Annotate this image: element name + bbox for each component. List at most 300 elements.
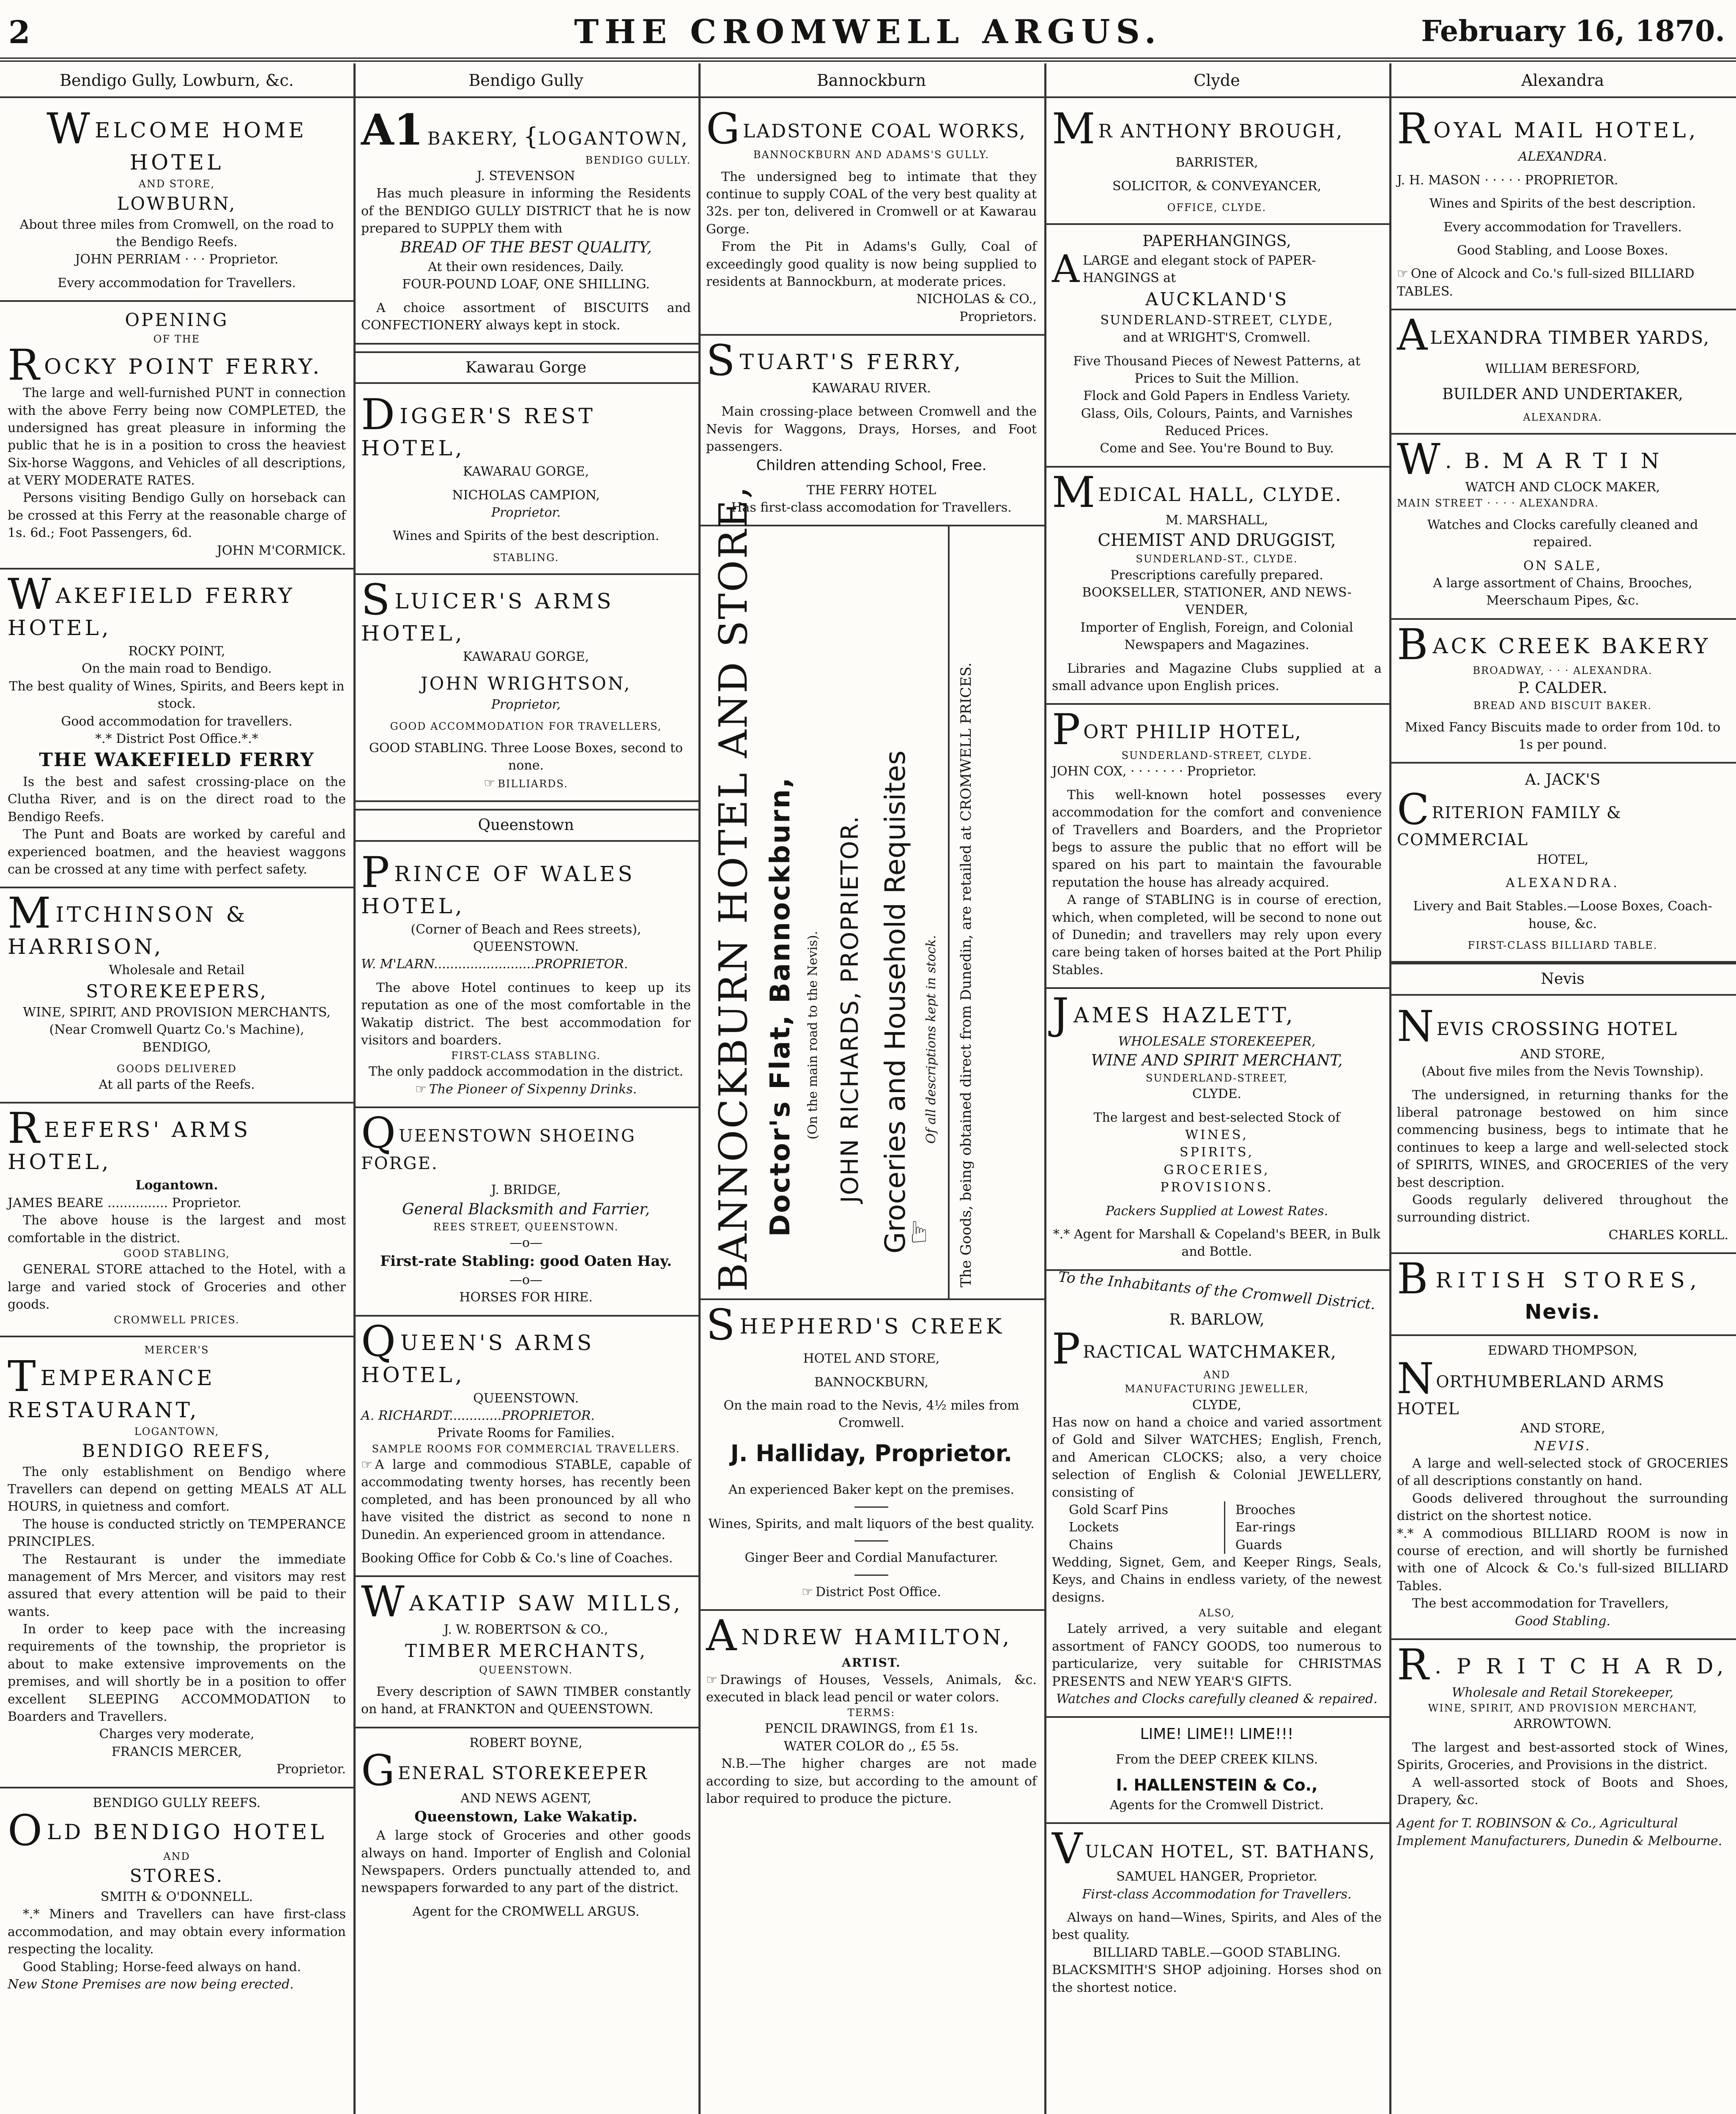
ad-subtitle: Logantown. xyxy=(135,1178,218,1193)
ad-title: EDICAL HALL, CLYDE. xyxy=(1098,484,1342,506)
ad-lime-hallenstein xyxy=(1044,1718,1389,1824)
drop-cap: A xyxy=(1397,310,1429,360)
ad-subtitle: KAWARAU RIVER. xyxy=(812,381,931,396)
ad-line: Agent for the CROMWELL ARGUS. xyxy=(412,1904,640,1919)
ad-name: J. STEVENSON xyxy=(476,168,575,183)
ad-line: and at WRIGHT'S, Cromwell. xyxy=(1123,330,1311,345)
ad-subtitle: AND xyxy=(1203,1369,1230,1381)
ad-title: OYAL MAIL HOTEL, xyxy=(1433,118,1699,143)
ad-paragraph: Every description of SAWN TIMBER constantly on hand, at FRANKTON and QUEENSTOWN. xyxy=(361,1684,691,1717)
ad-line: Agents for the Cromwell District. xyxy=(1109,1797,1324,1813)
list-item: Chains xyxy=(1069,1537,1113,1553)
drop-cap: R xyxy=(8,340,43,390)
ad-w-b-martin xyxy=(1389,435,1736,619)
ad-line: ALSO, xyxy=(1199,1607,1235,1619)
ad-place: BENDIGO REEFS, xyxy=(82,1440,272,1461)
list-item: Gold Scarf Pins xyxy=(1069,1502,1169,1517)
drop-cap: R xyxy=(1397,1640,1433,1690)
ad-paragraph: Persons visiting Bendigo Gully on horseback can be crossed at this Ferry at the reasonable charge of 1s. 6d.; Foot Passengers, 6d. xyxy=(8,490,346,541)
issue-date: February 16, 1870. xyxy=(1421,14,1725,48)
ad-title: UEEN'S ARMS HOTEL, xyxy=(361,1330,594,1387)
list-item: Lockets xyxy=(1069,1520,1119,1535)
ad-paragraph: Libraries and Magazine Clubs supplied at a small advance upon English prices. xyxy=(1052,661,1382,693)
drop-cap: G xyxy=(706,104,741,154)
ad-subtitle: SAMUEL HANGER, Proprietor. xyxy=(1116,1869,1317,1884)
ad-subtitle: LOGANTOWN, xyxy=(538,128,689,149)
drop-cap: M xyxy=(1052,467,1097,517)
ad-paragraph: Good Stabling; Horse-feed always on hand. xyxy=(23,1959,301,1974)
ad-proprietor: A. RICHARDT.............PROPRIETOR. xyxy=(361,1408,595,1424)
column-heading: Clyde xyxy=(1044,63,1389,98)
ad-signature: Proprietors. xyxy=(959,309,1037,324)
ad-line: ALEXANDRA. xyxy=(1506,875,1620,890)
ad-title: EVIS CROSSING HOTEL xyxy=(1436,1018,1678,1039)
ad-paragraph: The Punt and Boats are worked by careful and experienced boatmen, and the heaviest waggons can be crossed at any time with perfect safety. xyxy=(8,827,346,877)
ad-line: TIMBER MERCHANTS, xyxy=(405,1640,647,1661)
ad-wakefield-ferry-hotel xyxy=(0,570,353,888)
ad-subtitle: BROADWAY, · · · ALEXANDRA. xyxy=(1473,664,1653,676)
ad-name: P. CALDER. xyxy=(1518,679,1607,697)
ad-paragraph: *.* Miners and Travellers can have first-class accommodation, and may obtain every information respecting the locality. xyxy=(8,1907,346,1957)
column-alexandra xyxy=(1389,63,1736,2114)
ad-shepherds-creek-hotel xyxy=(698,1300,1044,1611)
ad-line: GOOD STABLING, xyxy=(123,1248,230,1260)
ad-title: . B. M A R T I N xyxy=(1445,449,1662,474)
ad-heading: BENDIGO GULLY REEFS. xyxy=(93,1795,261,1810)
ad-title: ELCOME HOME HOTEL xyxy=(94,118,307,175)
ad-paragraph: A choice assortment of BISCUITS and CONFECTIONERY always kept in stock. xyxy=(361,300,691,333)
ad-subtitle: AND STORE, xyxy=(138,178,215,190)
ad-line: First-class Accommodation for Travellers. xyxy=(1082,1887,1352,1902)
list-item: Ear-rings xyxy=(1235,1520,1296,1535)
ad-line: The largest and best-selected Stock of xyxy=(1093,1110,1340,1125)
column-bendigo-gully xyxy=(353,63,698,2114)
ad-paragraph: The above house is the largest and most comfortable in the district. xyxy=(8,1213,346,1246)
ad-paragraph: From the Pit in Adams's Gully, Coal of exceedingly good quality is now being supplied to residents at Bannockburn, at moderate prices. xyxy=(706,239,1037,289)
ad-title: RITERION FAMILY & COMMERCIAL xyxy=(1397,803,1622,849)
ad-line: ARROWTOWN. xyxy=(1514,1717,1612,1732)
ad-line: Watches and Clocks carefully cleaned & repaired. xyxy=(1056,1691,1378,1706)
ad-line: (About five miles from the Nevis Township). xyxy=(1421,1064,1704,1079)
ad-title: UEENSTOWN SHOEING FORGE. xyxy=(361,1126,636,1174)
column-clyde xyxy=(1044,63,1389,2114)
ad-line: The only paddock accommodation in the district. xyxy=(368,1064,684,1079)
ad-line: Has first-class accomodation for Travellers. xyxy=(731,500,1012,515)
ad-name: JOHN WRIGHTSON, xyxy=(420,673,632,694)
ad-line: CLYDE, xyxy=(1192,1397,1242,1413)
masthead xyxy=(0,0,1736,63)
ad-line: On the main road to Bendigo. xyxy=(82,661,272,676)
ad-title: RACTICAL WATCHMAKER, xyxy=(1083,1342,1337,1362)
ad-line: The Goods, being obtained direct from Dunedin, are retailed at CROMWELL PRICES. xyxy=(958,663,975,1288)
ad-line: STABLING. xyxy=(493,551,559,564)
ad-paragraph: BLACKSMITH'S SHOP adjoining. Horses shod on the shortest notice. xyxy=(1052,1963,1382,1995)
ad-robert-boyne-store xyxy=(353,1728,698,1929)
ad-text: About three miles from Cromwell, on the road to the Bendigo Reefs. xyxy=(19,217,334,249)
ad-line: SAMPLE ROOMS FOR COMMERCIAL TRAVELLERS. xyxy=(372,1443,680,1455)
ad-subtitle: ROCKY POINT, xyxy=(128,644,225,659)
ad-subtitle: OF THE xyxy=(153,333,200,345)
ad-title: RINCE OF WALES HOTEL, xyxy=(361,861,635,918)
ad-title: IGGER'S REST HOTEL, xyxy=(361,404,596,461)
ad-title: BANNOCKBURN HOTEL AND STORE, xyxy=(711,485,756,1292)
ad-line: FIRST-CLASS BILLIARD TABLE. xyxy=(1468,939,1658,952)
ad-line: Every accommodation for Travellers. xyxy=(1443,219,1682,235)
ad-line: STOREKEEPERS, xyxy=(86,980,268,1002)
ad-proprietor: Proprietor. xyxy=(491,505,561,520)
ad-line: GOOD ACCOMMODATION FOR TRAVELLERS, xyxy=(390,720,662,732)
ad-northumberland-arms-hotel xyxy=(1389,1336,1736,1640)
ad-place: QUEENSTOWN. xyxy=(473,939,579,955)
columns xyxy=(0,63,1736,2114)
ad-line: Doctor's Flat, Bannockburn, xyxy=(765,776,796,1237)
ad-title: HEPHERD'S CREEK xyxy=(739,1314,1005,1339)
drop-cap: M xyxy=(1052,104,1097,154)
ad-line: BANNOCKBURN, xyxy=(814,1375,928,1390)
ad-line: Children attending School, Free. xyxy=(756,457,987,474)
column-heading: Alexandra xyxy=(1389,63,1736,98)
ad-line: ON SALE, xyxy=(1523,558,1602,573)
ad-line: PROVISIONS. xyxy=(1160,1180,1273,1195)
ad-line: SOLICITOR, & CONVEYANCER, xyxy=(1112,178,1321,194)
ad-line: Good accommodation for travellers. xyxy=(61,714,293,729)
ad-subtitle: BANNOCKBURN AND ADAMS'S GULLY. xyxy=(753,149,990,161)
ad-signature: Proprietor. xyxy=(276,1762,346,1777)
ad-line: General Blacksmith and Farrier, xyxy=(402,1200,650,1218)
ad-line: Wines and Spirits of the best description. xyxy=(1429,196,1696,211)
ad-title: EMPERANCE RESTAURANT, xyxy=(8,1365,215,1422)
ad-paragraph: New Stone Premises are now being erected. xyxy=(8,1977,294,1992)
drop-cap: M xyxy=(8,888,54,938)
ad-reefers-arms-hotel xyxy=(0,1104,353,1337)
ad-subtitle: AND xyxy=(163,1851,190,1862)
ad-line: HOTEL AND STORE, xyxy=(803,1351,940,1366)
drop-cap: V xyxy=(1052,1824,1084,1874)
section-heading: Nevis xyxy=(1389,963,1736,996)
column-heading: Bendigo Gully, Lowburn, &c. xyxy=(0,63,353,98)
ad-line: At their own residences, Daily. xyxy=(428,260,624,275)
ad-alexandra-timber-yards xyxy=(1389,310,1736,435)
drop-cap: P xyxy=(361,847,393,897)
ad-queenstown-shoeing-forge xyxy=(353,1108,698,1316)
divider xyxy=(948,526,950,1300)
ad-paragraph: Has much pleasure in informing the Residents of the BENDIGO GULLY DISTRICT that he is now prepared to SUPPLY them with xyxy=(361,186,691,236)
ad-line: Prescriptions carefully prepared. xyxy=(1110,567,1323,583)
ad-text: Every accommodation for Travellers. xyxy=(58,275,296,290)
ad-subtitle: ARTIST. xyxy=(842,1655,901,1670)
ad-subtitle: KAWARAU GORGE, xyxy=(463,649,589,664)
ad-signature: NICHOLAS & CO., xyxy=(916,292,1037,307)
ad-medical-hall xyxy=(1044,468,1389,705)
ad-subtitle: AND STORE, xyxy=(1520,1421,1605,1436)
ad-proprietor: J. H. MASON · · · · · PROPRIETOR. xyxy=(1397,173,1618,188)
drop-cap: N xyxy=(1397,1353,1435,1403)
drop-cap: O xyxy=(8,1806,45,1855)
ad-paragraph: The undersigned, in returning thanks for the liberal patronage bestowed on him since commencing business, begs to intimate that he continues to keep a large and well-selected stock of SPIRITS, WINES, and GROCERIES of the very best description. xyxy=(1397,1087,1728,1190)
ad-name: R. BARLOW, xyxy=(1169,1311,1265,1328)
ad-paragraph: A large stock of Groceries and other goods always on hand. Importer of English and Colonial Newspapers. Orders punctually attended to, and newspapers forwarded to any part of the district. xyxy=(361,1828,691,1896)
ad-signature: JOHN M'CORMICK. xyxy=(216,543,346,558)
drop-cap: A xyxy=(1052,247,1079,291)
ad-title: ITCHINSON & HARRISON, xyxy=(8,902,248,959)
ad-line: Good Stabling. xyxy=(1515,1613,1610,1629)
list-item: Guards xyxy=(1235,1537,1282,1553)
ad-british-stores xyxy=(1389,1254,1736,1336)
ad-line: An experienced Baker kept on the premises. xyxy=(728,1482,1014,1498)
ad-paragraph: The best accommodation for Travellers, xyxy=(1412,1596,1669,1611)
ad-subtitle: BENDIGO GULLY. xyxy=(585,154,691,166)
ad-back-creek-bakery xyxy=(1389,620,1736,764)
ad-james-hazlett xyxy=(1044,989,1389,1271)
ad-line: ALEXANDRA. xyxy=(1523,411,1602,424)
ad-line: BARRISTER, xyxy=(1175,155,1258,170)
ad-line: Groceries and Household Requisites xyxy=(879,750,912,1254)
ad-subtitle: Nevis. xyxy=(1525,1300,1601,1324)
ad-line: SUNDERLAND-STREET, CLYDE, xyxy=(1100,312,1333,328)
ad-title: BAKERY, xyxy=(427,128,519,149)
ad-proprietor: J. Halliday, Proprietor. xyxy=(730,1440,1013,1467)
ad-paragraph: Wedding, Signet, Gem, and Keeper Rings, Seals, Keys, and Chains in endless variety, of the newest designs. xyxy=(1052,1555,1382,1605)
ad-paragraph: Livery and Bait Stables.—Loose Boxes, Coach-house, &c. xyxy=(1413,899,1712,931)
drop-cap: D xyxy=(361,390,398,440)
ad-line: HORSES FOR HIRE. xyxy=(459,1290,593,1305)
drop-cap: S xyxy=(706,336,738,386)
newspaper-title: THE CROMWELL ARGUS. xyxy=(574,13,1162,51)
ad-title: LARGE and elegant stock of PAPER-HANGINGS at xyxy=(1083,253,1316,286)
ad-proprietor: W. M'LARN.........................PROPRIETOR. xyxy=(361,957,628,972)
ad-line: BREAD OF THE BEST QUALITY, xyxy=(400,239,652,257)
ad-title: LUICER'S ARMS HOTEL, xyxy=(361,589,614,646)
ad-line: AUCKLAND'S xyxy=(1145,288,1289,309)
ad-paragraph: *.* A commodious BILLIARD ROOM is now in course of erection, and will shortly be furnished with one of Alcock & Co.'s full-sized BILLIARD Tables. xyxy=(1397,1526,1728,1594)
ad-line: From the DEEP CREEK KILNS. xyxy=(1115,1752,1318,1767)
ad-title: RITISH STORES, xyxy=(1435,1268,1703,1293)
ad-heading: PAPERHANGINGS, xyxy=(1142,233,1291,250)
ad-sluicers-arms-hotel xyxy=(353,575,698,802)
ad-heading: A. JACK'S xyxy=(1525,771,1601,789)
ad-paragraph: A large assortment of Chains, Brooches, Meerschaum Pipes, &c. xyxy=(1433,576,1692,608)
ad-name: J. BRIDGE, xyxy=(491,1183,561,1198)
ad-paragraph: Has now on hand a choice and varied assortment of Gold and Silver WATCHES; English, French, and American CLOCKS; also, a very choice selection of English & Colonial JEWELLERY, consisting of xyxy=(1052,1415,1382,1500)
ad-title: ULCAN HOTEL, ST. BATHANS, xyxy=(1085,1842,1376,1862)
ad-subtitle: QUEENSTOWN. xyxy=(473,1391,579,1406)
ad-line: At all parts of the Reefs. xyxy=(99,1077,255,1093)
ad-line: CROMWELL PRICES. xyxy=(114,1314,240,1326)
ad-line: WATCH AND CLOCK MAKER, xyxy=(1465,480,1660,495)
ad-title: . P R I T C H A R D, xyxy=(1435,1654,1728,1679)
jewellery-list xyxy=(1052,1501,1382,1554)
drop-cap: R xyxy=(8,1104,43,1153)
ad-heading: EDWARD THOMPSON, xyxy=(1488,1343,1637,1358)
section-heading: Kawarau Gorge xyxy=(353,351,698,384)
pointing-hand-icon: ☞ xyxy=(901,1219,936,1245)
ad-line: PENCIL DRAWINGS, from £1 1s. xyxy=(764,1721,978,1736)
ad-vulcan-hotel xyxy=(1044,1824,1389,2005)
ad-line: JOHN RICHARDS, PROPRIETOR. xyxy=(836,815,864,1203)
ad-name: NICHOLAS CAMPION, xyxy=(452,487,600,503)
ad-line: STORES. xyxy=(129,1865,224,1887)
drop-cap: Q xyxy=(361,1316,399,1366)
ad-title: AMES HAZLETT, xyxy=(1073,1003,1296,1028)
ad-line: SUNDERLAND-STREET, xyxy=(1145,1072,1288,1084)
ad-subtitle: LOGANTOWN, xyxy=(134,1425,219,1438)
ad-line: *.* District Post Office.*.* xyxy=(95,731,258,746)
ad-prince-of-wales-hotel xyxy=(353,848,698,1109)
ad-line: REES STREET, QUEENSTOWN. xyxy=(433,1221,619,1233)
drop-cap: A1 xyxy=(361,105,424,155)
ad-paragraph: The undersigned beg to intimate that they continue to supply COAL of the very best quality at 32s. per ton, delivered in Cromwell or at Kawarau Gorge. xyxy=(706,169,1037,237)
ad-paragraph: *.* Agent for Marshall & Copeland's BEER, in Bulk and Bottle. xyxy=(1053,1227,1381,1260)
ad-line: The best quality of Wines, Spirits, and Beers kept in stock. xyxy=(9,679,345,712)
pointing-hand-icon: ☞ xyxy=(484,775,496,791)
ad-line: SMITH & O'DONNELL. xyxy=(100,1889,253,1905)
ad-line: SUNDERLAND-ST., CLYDE. xyxy=(1136,553,1298,565)
drop-cap: N xyxy=(1397,1001,1435,1051)
ad-title: ACK CREEK BAKERY xyxy=(1432,633,1711,658)
ad-paragraph: The above Hotel continues to keep up its reputation as one of the most comfortable in the Wakatip district. The best accommodation for visitors and boarders. xyxy=(361,980,691,1048)
ad-paragraph: Goods delivered throughout the surrounding district on the shortest notice. xyxy=(1397,1491,1728,1524)
ad-line: FIRST-CLASS STABLING. xyxy=(451,1050,601,1062)
ad-paragraph: Importer of English, Foreign, and Colonial Newspapers and Magazines. xyxy=(1080,620,1353,653)
ad-line: MAIN STREET · · · · ALEXANDRA. xyxy=(1397,497,1599,509)
ad-signature: CHARLES KORLL. xyxy=(1608,1227,1728,1243)
ad-line: BENDIGO, xyxy=(142,1040,211,1055)
ad-line: CHEMIST AND DRUGGIST, xyxy=(1098,531,1336,550)
ad-line: Good Stabling, and Loose Boxes. xyxy=(1457,243,1668,258)
divider xyxy=(854,1540,888,1542)
ad-andrew-hamilton-artist xyxy=(698,1611,1044,1816)
ad-proprietor: JAMES BEARE ............... Proprietor. xyxy=(8,1195,241,1210)
ad-line: GROCERIES, xyxy=(1164,1162,1270,1177)
column-heading: Bannockburn xyxy=(698,63,1044,98)
drop-cap: W xyxy=(47,104,93,154)
ad-r-pritchard xyxy=(1389,1640,1736,1858)
ad-line: CLYDE. xyxy=(1192,1087,1242,1102)
ad-line: Wholesale and Retail xyxy=(109,963,245,978)
ad-line: WINE AND SPIRIT MERCHANT, xyxy=(1091,1052,1343,1070)
ad-title: TUART'S FERRY, xyxy=(739,350,964,375)
ad-paragraph: Always on hand—Wines, Spirits, and Ales of the best quality. xyxy=(1052,1910,1382,1943)
drop-cap: S xyxy=(361,575,393,624)
ad-paragraph: The Restaurant is under the immediate management of Mrs Mercer, and visitors may rest assured that every attention will be paid to their wants. xyxy=(8,1552,346,1619)
drop-cap: W xyxy=(1397,435,1443,485)
ad-line: One of Alcock and Co.'s full-sized BILLIARD TABLES. xyxy=(1397,266,1695,299)
ad-heading: OPENING xyxy=(125,309,229,331)
section-heading: Queenstown xyxy=(353,809,698,842)
ad-paragraph: Glass, Oils, Colours, Paints, and Varnishes Reduced Prices. xyxy=(1081,406,1353,439)
ad-proprietor: Proprietor, xyxy=(491,697,561,712)
ad-line: The Pioneer of Sixpenny Drinks. xyxy=(429,1082,637,1097)
ad-rocky-point-ferry xyxy=(0,302,353,570)
ad-paragraph: The largest and best-assorted stock of Wines, Spirits, Groceries, and Provisions in the district. xyxy=(1397,1740,1728,1773)
ad-paragraph: Wines and Spirits of the best description. xyxy=(392,528,660,544)
ad-paragraph: Goods regularly delivered throughout the surrounding district. xyxy=(1397,1193,1728,1225)
ad-line: (On the main road to the Nevis). xyxy=(805,931,820,1140)
ad-subtitle: ALEXANDRA. xyxy=(1518,149,1607,164)
pointing-hand-icon: ☞ xyxy=(415,1082,427,1097)
ad-line: WHOLESALE STOREKEEPER, xyxy=(1118,1034,1316,1049)
ad-line: MANUFACTURING JEWELLER, xyxy=(1125,1383,1309,1395)
drop-cap: P xyxy=(1052,705,1082,755)
ad-line: First-rate Stabling: good Oaten Hay. xyxy=(380,1253,672,1270)
ad-paragraph: Mixed Fancy Biscuits made to order from 10d. to 1s per pound. xyxy=(1405,720,1721,753)
ad-heading: LIME! LIME!! LIME!!! xyxy=(1140,1725,1294,1743)
ad-paragraph: Flock and Gold Papers in Endless Variety. xyxy=(1083,389,1350,404)
ad-paragraph: The house is conducted strictly on TEMPERANCE PRINCIPLES. xyxy=(8,1517,346,1550)
ad-name: WILLIAM BERESFORD, xyxy=(1485,361,1640,377)
ad-paragraph: A range of STABLING is in course of erection, which, when completed, will be second to none out of Dunedin; and travellers may rely upon every care being taken of horses baited at the Port Philip Stables. xyxy=(1052,893,1382,978)
drop-cap: A xyxy=(706,1610,740,1660)
ad-line: WINE, SPIRIT, AND PROVISION MERCHANTS, xyxy=(23,1005,331,1020)
ad-royal-mail-hotel xyxy=(1389,104,1736,310)
masthead-rule xyxy=(0,58,1736,62)
ad-line: BREAD AND BISCUIT BAKER. xyxy=(1473,699,1652,712)
ad-line: OFFICE, CLYDE. xyxy=(1167,202,1267,214)
ad-line: WATER COLOR do ,, £5 5s. xyxy=(783,1739,959,1754)
ad-a1-bakery xyxy=(353,104,698,344)
ad-line: Ginger Beer and Cordial Manufacturer. xyxy=(745,1550,998,1566)
ad-queens-arms-hotel xyxy=(353,1317,698,1577)
ad-r-barlow-watchmaker xyxy=(1044,1268,1389,1718)
brace-icon: { xyxy=(523,123,539,151)
ad-proprietor: JOHN COX, · · · · · · · Proprietor. xyxy=(1052,764,1257,779)
column-bannockburn xyxy=(698,63,1044,2114)
ad-paragraph: This well-known hotel possesses every accommodation for the comfort and convenience of Travellers and Boarders, and the Proprietor begs to assure the public that no effort will be spared on his part to maintain the favourable reputation the house has already acquired. xyxy=(1052,787,1382,890)
pointing-hand-icon: ☞ xyxy=(361,1457,372,1472)
ad-paragraph: Lately arrived, a very suitable and elegant assortment of FANCY GOODS, too numerous to particularize, very suitable for CHRISTMAS PRESENTS and NEW YEAR'S GIFTS. xyxy=(1052,1621,1382,1689)
ad-line: QUEENSTOWN. xyxy=(479,1664,573,1676)
ad-line: GOODS DELIVERED xyxy=(117,1062,237,1075)
ad-title: LD BENDIGO HOTEL xyxy=(47,1820,327,1844)
ad-mitchinson-harrison xyxy=(0,888,353,1104)
ad-port-philip-hotel xyxy=(1044,705,1389,989)
ad-paragraph: The large and well-furnished PUNT in connection with the above Ferry being now COMPLETED, the undersigned has great pleasure in informing the public that he is in a position to cross the heaviest Six-horse Waggons, and Vehicles of all descriptions, at VERY MODERATE RATES. xyxy=(8,386,346,488)
ad-line: SPIRITS, xyxy=(1179,1145,1254,1160)
ad-title: LADSTONE COAL WORKS, xyxy=(742,120,1027,142)
ornament-icon: —o— xyxy=(509,1235,543,1250)
drop-cap: Q xyxy=(361,1108,397,1158)
drop-cap: C xyxy=(1397,785,1430,835)
ad-proprietor: JOHN PERRIAM · · · Proprietor. xyxy=(75,252,279,267)
ad-subtitle: KAWARAU GORGE, xyxy=(463,464,589,479)
ad-line: FOUR-POUND LOAF, ONE SHILLING. xyxy=(402,277,650,292)
ad-welcome-home-hotel xyxy=(0,104,353,302)
list-item: Brooches xyxy=(1235,1502,1295,1517)
ad-anthony-brough xyxy=(1044,104,1389,225)
ad-paragraph: In order to keep pace with the increasing requirements of the township, the proprietor is about to make extensive improvements on the premises, and will shortly be in a position to offer excellent SLEEPING ACCOMMODATION to Boarders and Travellers. xyxy=(8,1622,346,1725)
column-bendigo xyxy=(0,63,353,2114)
ad-title: OCKY POINT FERRY. xyxy=(44,354,323,379)
ad-paragraph: Watches and Clocks carefully cleaned and repaired. xyxy=(1427,517,1698,550)
ad-temperance-restaurant xyxy=(0,1337,353,1788)
ad-title: R ANTHONY BROUGH, xyxy=(1098,120,1344,142)
ad-line: WINE, SPIRIT, AND PROVISION MERCHANT, xyxy=(1428,1702,1698,1714)
ad-title: AKATIP SAW MILLS, xyxy=(409,1591,683,1616)
drop-cap: P xyxy=(1052,1324,1082,1374)
ad-paragraph: Five Thousand Pieces of Newest Patterns, at Prices to Suit the Million. xyxy=(1073,353,1361,386)
ad-paragraph: Is the best and safest crossing-place on the Clutha River, and is on the direct road to the Bendigo Reefs. xyxy=(8,775,346,824)
pointing-hand-icon: ☞ xyxy=(802,1584,813,1599)
ad-line: (Near Cromwell Quartz Co.'s Machine), xyxy=(49,1022,304,1038)
drop-cap: R xyxy=(1397,104,1432,154)
ad-diggers-rest-hotel xyxy=(353,390,698,575)
drop-cap: W xyxy=(8,570,54,619)
ad-line: BILLIARDS. xyxy=(498,778,568,790)
pointing-hand-icon: ☞ xyxy=(1397,266,1408,282)
ad-paperhangings xyxy=(1044,225,1389,468)
ad-title: NDREW HAMILTON, xyxy=(741,1624,1013,1649)
ad-paragraph: Booking Office for Cobb & Co.'s line of Coaches. xyxy=(361,1550,673,1566)
